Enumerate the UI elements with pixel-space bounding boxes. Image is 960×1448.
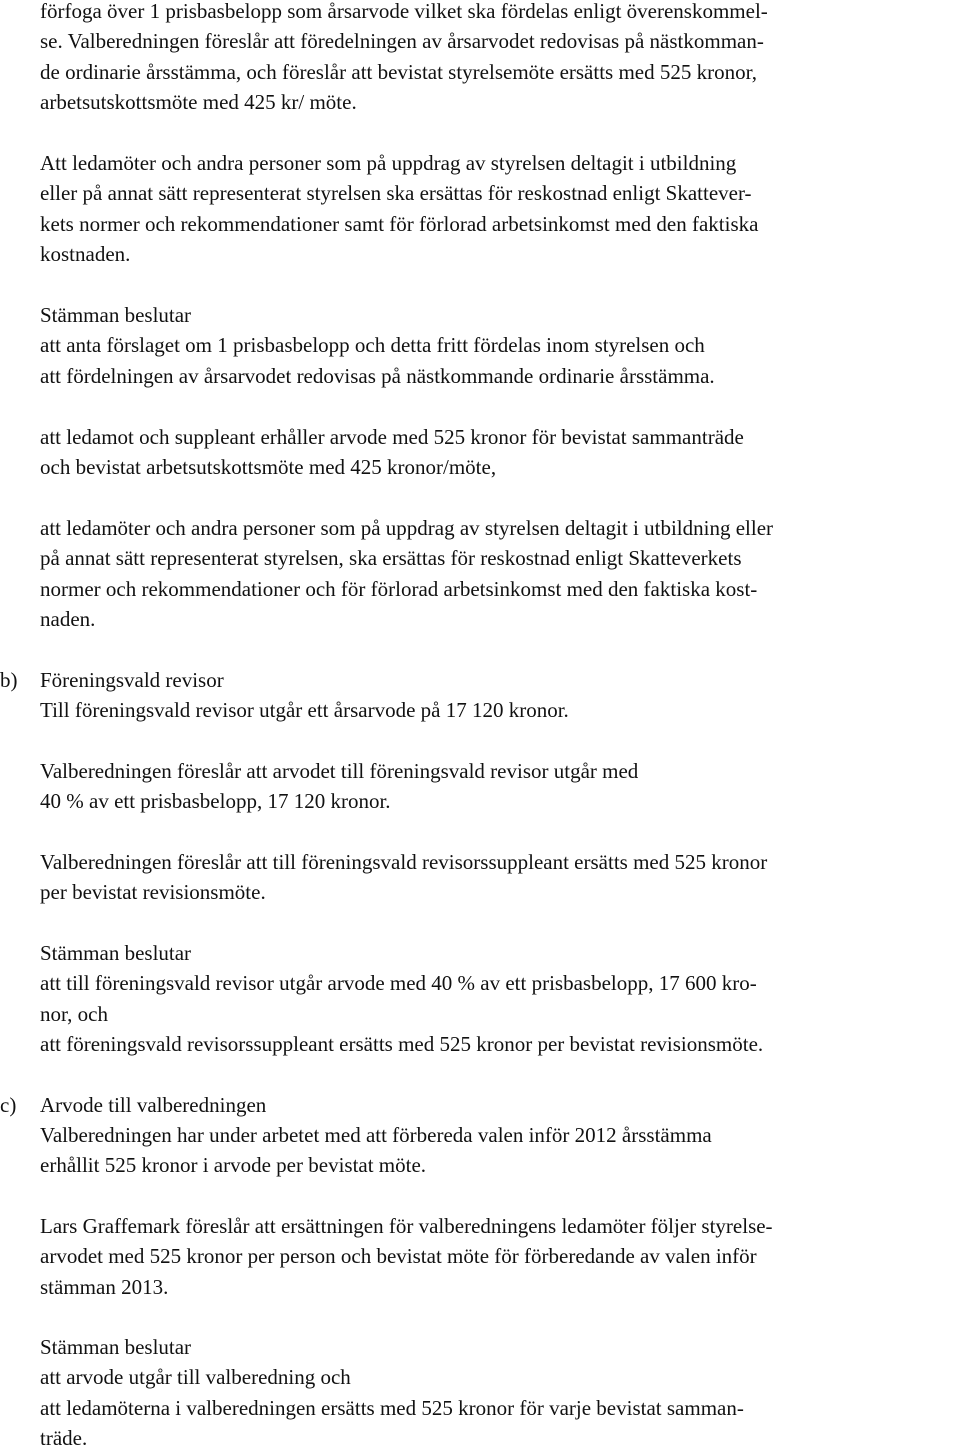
text-line: per bevistat revisionsmöte. [40,880,266,905]
text-line: och bevistat arbetsutskottsmöte med 425 kronor/möte, [40,455,497,480]
text-line: eller på annat sätt representerat styrelsen ska ersättas för reskostnad enligt Skattever- [40,181,752,206]
text-line: Valberedningen har under arbetet med att förbereda valen inför 2012 årsstämma [40,1123,712,1147]
ledamoter-paragraph [40,148,955,270]
text-line: arbetsutskottsmöte med 425 kr/ möte. [40,90,357,115]
text-line: nor, och [40,1001,108,1026]
decision-a-arvode [40,422,955,483]
text-line: se. Valberedningen föreslår att föredelningen av årsarvodet redovisas på nästkomman- [40,29,764,54]
intro-paragraph [40,0,955,118]
text-line: förfoga över 1 prisbasbelopp som årsarvode vilket ska fördelas enligt överenskommel- [40,0,768,23]
section-c-label: c) [0,1093,17,1117]
decision-heading: Stämman beslutar [40,941,192,965]
text-line: att till föreningsvald revisor utgår arvode med 40 % av ett prisbasbelopp, 17 600 kro- [40,971,757,996]
decision-heading: Stämman beslutar [40,303,192,327]
section-b-proposal-1 [40,756,955,817]
text-line: att ledamöterna i valberedningen ersätts med 525 kronor för varje bevistat samman- [40,1395,744,1420]
section-b-proposal-2 [40,847,955,908]
section-b-decision [40,938,955,1060]
section-b-title: Föreningsvald revisor [40,668,224,692]
text-line: att föreningsvald revisorssuppleant ersätts med 525 kronor per bevistat revisionsmöte. [40,1032,764,1057]
section-b-label: b) [0,668,18,692]
text-line: Att ledamöter och andra personer som på uppdrag av styrelsen deltagit i utbildning [40,151,737,175]
section-c-decision [40,1332,955,1448]
text-line: naden. [40,607,96,632]
section-c-title: Arvode till valberedningen [40,1093,267,1117]
text-line: att anta förslaget om 1 prisbasbelopp och detta fritt fördelas inom styrelsen och [40,333,705,358]
text-line: kostnaden. [40,242,131,267]
text-line: på annat sätt representerat styrelsen, ska ersättas för reskostnad enligt Skatteverkets [40,546,742,571]
decision-a [40,300,955,391]
text-line: Lars Graffemark föreslår att ersättningen för valberedningens ledamöter följer styrelse- [40,1214,773,1238]
text-line: Valberedningen föreslår att arvodet till föreningsvald revisor utgår med [40,759,639,783]
text-line: kets normer och rekommendationer samt för förlorad arbetsinkomst med den faktiska [40,211,759,236]
section-c-proposal [40,1211,955,1302]
text-line: normer och rekommendationer och för förlorad arbetsinkomst med den faktiska kost- [40,576,758,601]
text-line: att arvode utgår till valberedning och [40,1365,351,1390]
text-line: att ledamot och suppleant erhåller arvode med 525 kronor för bevistat sammanträde [40,425,744,449]
decision-heading: Stämman beslutar [40,1335,192,1359]
text-line: arvodet med 525 kronor per person och bevistat möte för förberedande av valen inför [40,1244,757,1269]
text-line: träde. [40,1426,88,1448]
text-line: 40 % av ett prisbasbelopp, 17 120 kronor. [40,789,391,814]
text-line: de ordinarie årsstämma, och föreslår att bevistat styrelsemöte ersätts med 525 kronor, [40,59,758,84]
text-line: Till föreningsvald revisor utgår ett årsarvode på 17 120 kronor. [40,698,569,722]
decision-a-reskostnad [40,513,955,635]
text-line: Valberedningen föreslår att till föreningsvald revisorssuppleant ersätts med 525 kronor [40,850,768,874]
section-c-intro [40,1120,955,1181]
text-line: att ledamöter och andra personer som på uppdrag av styrelsen deltagit i utbildning eller [40,516,774,540]
text-line: att fördelningen av årsarvodet redovisas på nästkommande ordinarie årsstämma. [40,363,715,388]
section-b-intro [40,695,955,725]
text-line: stämman 2013. [40,1274,169,1299]
text-line: erhållit 525 kronor i arvode per bevistat möte. [40,1153,427,1178]
